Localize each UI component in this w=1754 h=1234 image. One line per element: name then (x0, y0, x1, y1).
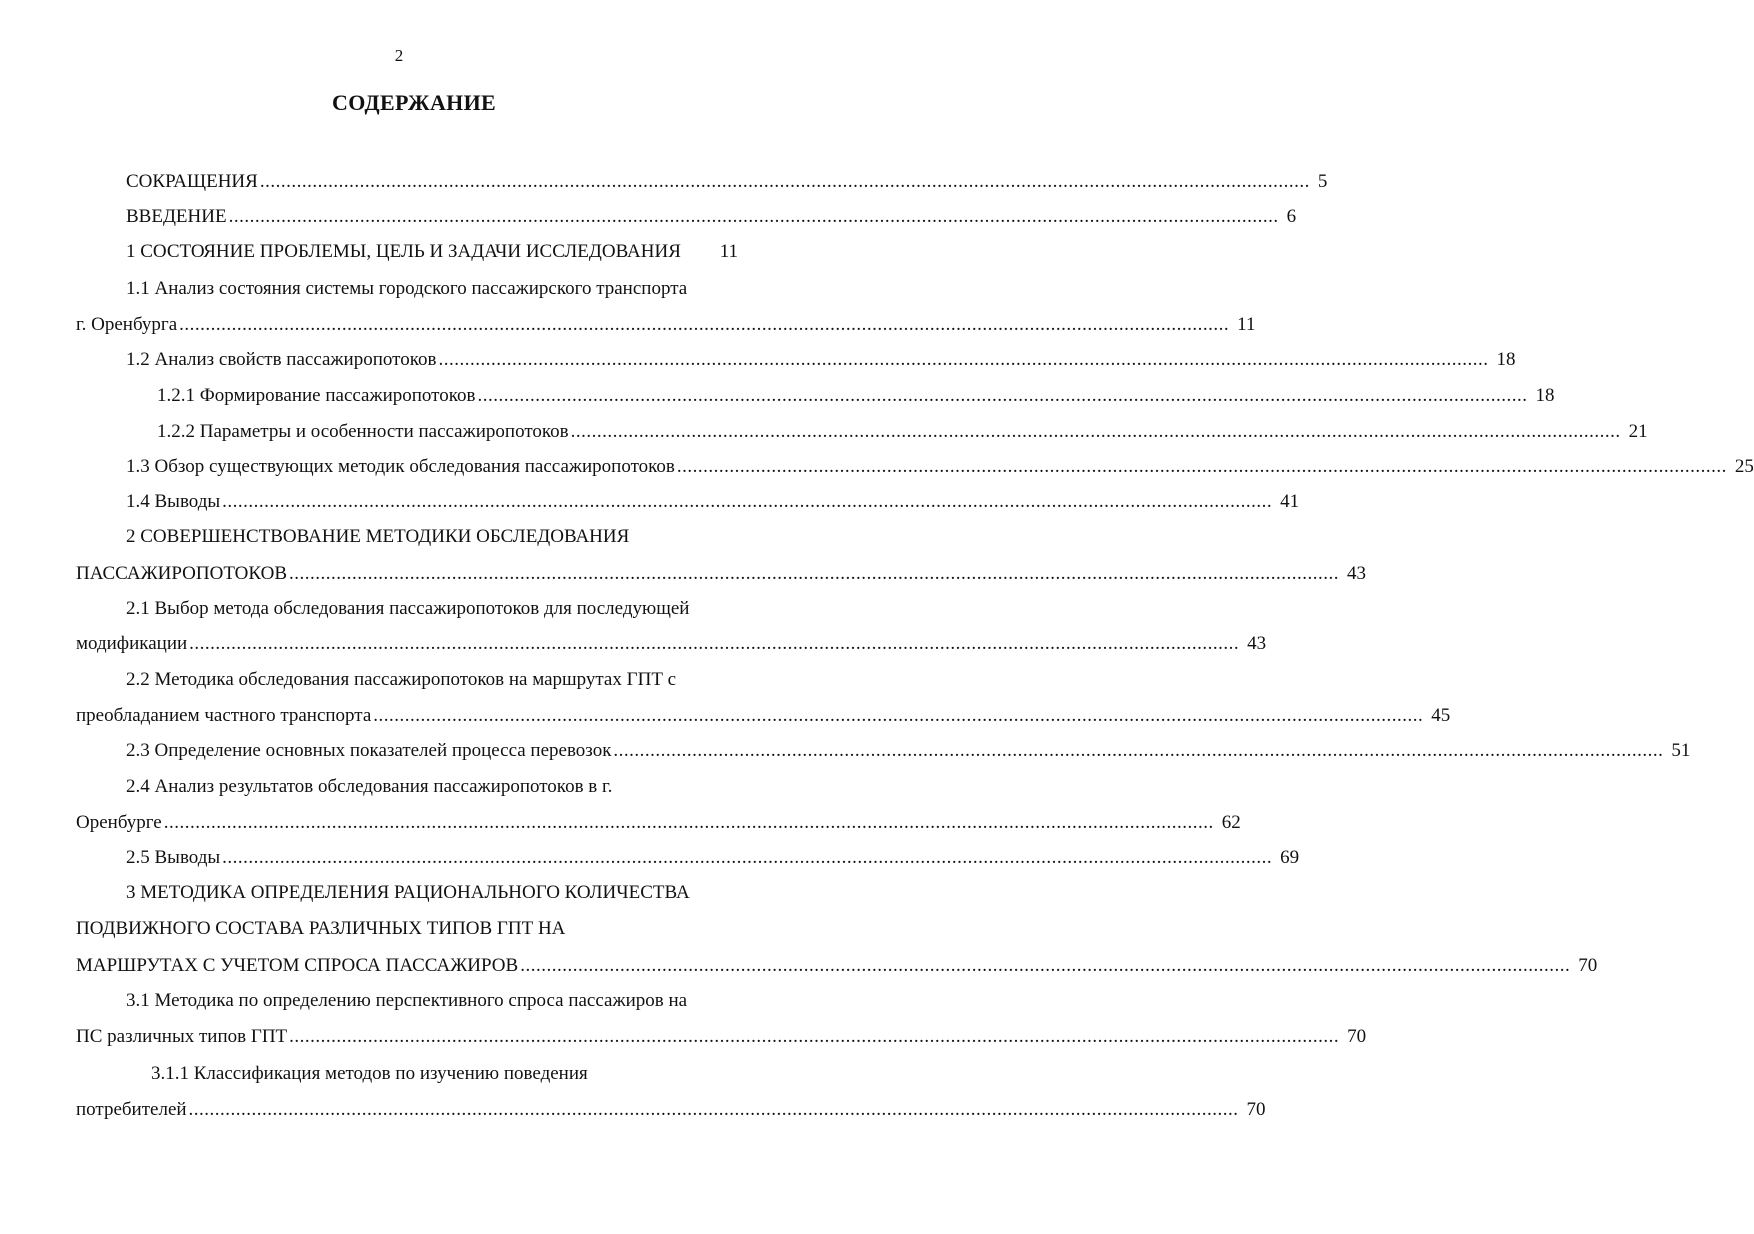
toc-entry-3-1-1 (76, 1098, 1266, 1122)
toc-entry-2-2 (76, 704, 1451, 728)
toc-page-number: 21 (1628, 421, 1648, 442)
toc-entry-text: г. Оренбурга (76, 314, 178, 335)
toc-page-number: 5 (1317, 171, 1328, 192)
toc-entry-2-4 (76, 811, 1241, 835)
toc-entry-introduction (126, 205, 1297, 229)
toc-leader-dots: ........................................................................................................................................................................................................ (222, 491, 1273, 512)
toc-entry-text: ВВЕДЕНИЕ (126, 206, 227, 227)
toc-page-number: 51 (1671, 740, 1691, 761)
toc-entry-2-3 (126, 739, 1691, 763)
toc-page-number: 69 (1280, 847, 1300, 868)
toc-page-number: 62 (1221, 812, 1241, 833)
toc-page-number: 43 (1347, 563, 1366, 584)
toc-leader-dots: ........................................................................................................................................................................................................ (438, 349, 1489, 370)
toc-entry-text: 1.2.1 Формирование пассажиропотоков (157, 385, 476, 406)
toc-entry-1-3 (126, 455, 1754, 479)
toc-entry-text: СОКРАЩЕНИЯ (126, 171, 258, 192)
toc-entry-text: 1 СОСТОЯНИЕ ПРОБЛЕМЫ, ЦЕЛЬ И ЗАДАЧИ ИССЛЕДОВАНИЯ (126, 241, 681, 262)
toc-entry-text: Оренбурге (76, 812, 162, 833)
toc-entry-1-4 (126, 490, 1300, 514)
page-number: 2 (394, 46, 404, 65)
toc-page-number: 70 (1347, 1026, 1367, 1047)
toc-entry-3-1-line1: 3.1 Методика по определению перспективного спроса пассажиров на (126, 990, 688, 1011)
toc-page-number: 11 (1237, 314, 1256, 335)
toc-entry-text: ПС различных типов ГПТ (76, 1026, 288, 1047)
toc-page-number: 25 (1734, 456, 1754, 477)
toc-entry-3-1-1-line1: 3.1.1 Классификация методов по изучению поведения (151, 1063, 588, 1084)
toc-entry-chapter-3-line2: ПОДВИЖНОГО СОСТАВА РАЗЛИЧНЫХ ТИПОВ ГПТ НА (76, 918, 566, 939)
toc-entry-text: потребителей (76, 1099, 187, 1120)
toc-entry-chapter-3 (76, 954, 1598, 978)
toc-leader-dots: ........................................................................................................................................................................................................ (188, 1099, 1239, 1120)
toc-entry-text: 1.3 Обзор существующих методик обследования пассажиропотоков (126, 456, 675, 477)
toc-leader-dots: ........................................................................................................................................................................................................ (179, 314, 1230, 335)
toc-page-number: 6 (1286, 206, 1297, 227)
toc-page-number: 18 (1496, 349, 1516, 370)
toc-entry-1-1 (76, 313, 1256, 337)
toc-entry-text: ПАССАЖИРОПОТОКОВ (76, 563, 287, 584)
toc-entry-abbreviations (126, 170, 1328, 194)
toc-entry-text: 1.2.2 Параметры и особенности пассажиропотоков (157, 421, 569, 442)
toc-entry-1-2-1 (157, 384, 1555, 408)
toc-page-number: 43 (1247, 633, 1267, 654)
toc-entry-2-1-line1: 2.1 Выбор метода обследования пассажиропотоков для последующей (126, 598, 690, 619)
toc-page-number: 70 (1578, 955, 1598, 976)
toc-entry-text: 1.2 Анализ свойств пассажиропотоков (126, 349, 437, 370)
toc-entry-chapter-2 (76, 562, 1366, 586)
toc-page-number: 45 (1431, 705, 1451, 726)
toc-page-number: 18 (1535, 385, 1555, 406)
toc-entry-2-5 (126, 846, 1300, 870)
toc-leader-dots: ........................................................................................................................................................................................................ (613, 740, 1664, 761)
toc-leader-dots: ........................................................................................................................................................................................................ (163, 812, 1214, 833)
toc-entry-text: МАРШРУТАХ С УЧЕТОМ СПРОСА ПАССАЖИРОВ (76, 955, 519, 976)
toc-entry-2-4-line1: 2.4 Анализ результатов обследования пассажиропотоков в г. (126, 776, 613, 797)
toc-entry-chapter-3-line1: 3 МЕТОДИКА ОПРЕДЕЛЕНИЯ РАЦИОНАЛЬНОГО КОЛИЧЕСТВА (126, 882, 690, 903)
toc-entry-2-2-line1: 2.2 Методика обследования пассажиропотоков на маршрутах ГПТ с (126, 669, 677, 690)
toc-leader-dots: ........................................................................................................................................................................................................ (189, 633, 1240, 654)
toc-leader-dots: ........................................................................................................................................................................................................ (222, 847, 1273, 868)
toc-entry-chapter-2-line1: 2 СОВЕРШЕНСТВОВАНИЕ МЕТОДИКИ ОБСЛЕДОВАНИЯ (126, 526, 630, 547)
toc-leader-dots: ........................................................................................................................................................................................................ (259, 171, 1310, 192)
toc-entry-text: 1.4 Выводы (126, 491, 221, 512)
toc-leader-dots: ........................................................................................................................................................................................................ (289, 563, 1339, 584)
toc-leader-dots: ........................................................................................................................................................................................................ (228, 206, 1279, 227)
toc-leader-dots: ........................................................................................................................................................................................................ (520, 955, 1571, 976)
toc-entry-text: 2.3 Определение основных показателей процесса перевозок (126, 740, 612, 761)
toc-entry-1-2 (126, 348, 1516, 372)
toc-entry-text: модификации (76, 633, 188, 654)
toc-leader-dots: ........................................................................................................................................................................................................ (570, 421, 1621, 442)
toc-entry-1-1-line1: 1.1 Анализ состояния системы городского пассажирского транспорта (126, 278, 688, 299)
toc-leader-dots: ........................................................................................................................................................................................................ (477, 385, 1528, 406)
toc-leader-dots: ........................................................................................................................................................................................................ (676, 456, 1727, 477)
toc-page-number: 70 (1246, 1099, 1266, 1120)
toc-leader-dots: ........................................................................................................................................................................................................ (289, 1026, 1340, 1047)
toc-entry-chapter-1 (126, 240, 738, 264)
toc-leader-dots: ........................................................................................................................................................................................................ (373, 705, 1424, 726)
toc-entry-3-1 (76, 1025, 1367, 1049)
toc-entry-1-2-2 (157, 420, 1648, 444)
toc-page-number: 11 (719, 241, 738, 262)
toc-entry-text: преобладанием частного транспорта (76, 705, 372, 726)
page-title: СОДЕРЖАНИЕ (332, 90, 496, 115)
toc-page-number: 41 (1280, 491, 1300, 512)
toc-entry-2-1 (76, 632, 1267, 656)
toc-entry-text: 2.5 Выводы (126, 847, 221, 868)
